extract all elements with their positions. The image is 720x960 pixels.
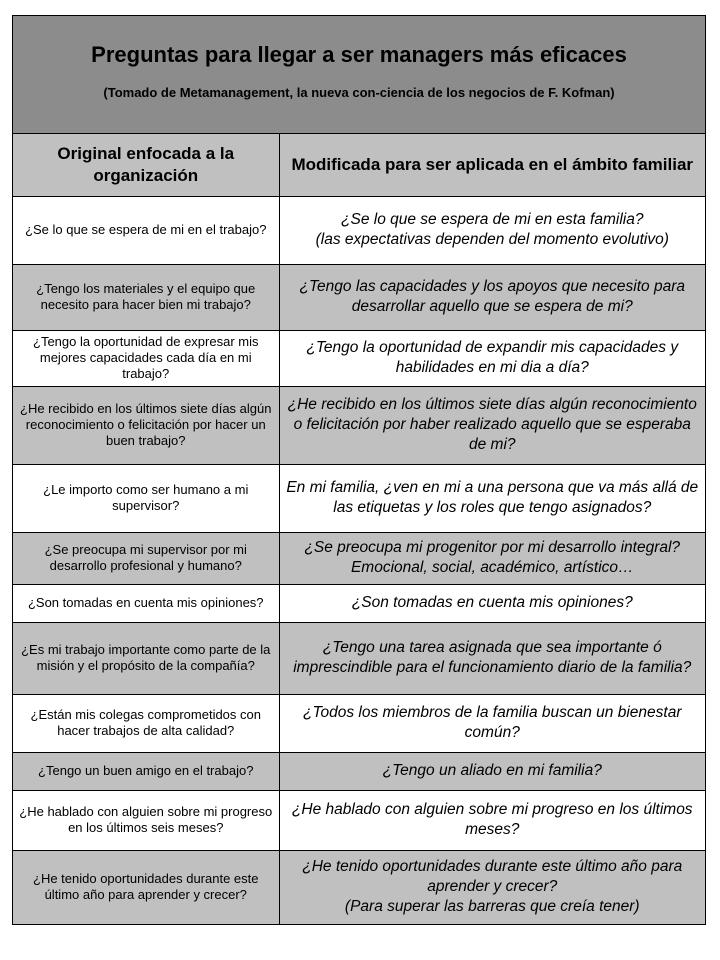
modified-question bbox=[279, 464, 705, 532]
modified-question-line: En mi familia, ¿ven en mi a una persona que va más allá de las etiquetas y los roles que tengo asignados? bbox=[286, 479, 699, 516]
table-row bbox=[13, 694, 705, 752]
modified-question-line: ¿Tengo un aliado en mi familia? bbox=[382, 762, 602, 779]
modified-question bbox=[279, 752, 705, 790]
original-question: ¿He recibido en los últimos siete días algún reconocimiento o felicitación por hacer un buen trabajo? bbox=[13, 386, 279, 464]
original-question: ¿Están mis colegas comprometidos con hacer trabajos de alta calidad? bbox=[13, 694, 279, 752]
original-question: ¿Es mi trabajo importante como parte de la misión y el propósito de la compañía? bbox=[13, 622, 279, 694]
table-row bbox=[13, 532, 705, 584]
table-row bbox=[13, 752, 705, 790]
table-header-row bbox=[13, 134, 705, 196]
modified-question-line: ¿He tenido oportunidades durante este último año para aprender y crecer? bbox=[302, 858, 683, 896]
modified-question bbox=[279, 584, 705, 622]
original-question: ¿Tengo los materiales y el equipo que necesito para hacer bien mi trabajo? bbox=[13, 264, 279, 330]
original-question: ¿He tenido oportunidades durante este último año para aprender y crecer? bbox=[13, 850, 279, 924]
table-row bbox=[13, 264, 705, 330]
modified-question bbox=[279, 532, 705, 584]
modified-question bbox=[279, 622, 705, 694]
modified-question bbox=[279, 850, 705, 924]
table-row bbox=[13, 196, 705, 264]
table-row bbox=[13, 850, 705, 924]
page-subtitle: (Tomado de Metamanagement, la nueva con-ciencia de los negocios de F. Kofman) bbox=[103, 85, 615, 100]
table-row bbox=[13, 464, 705, 532]
original-question: ¿Son tomadas en cuenta mis opiniones? bbox=[13, 584, 279, 622]
modified-question bbox=[279, 264, 705, 330]
modified-question bbox=[279, 196, 705, 264]
comparison-table bbox=[13, 134, 705, 924]
modified-question bbox=[279, 386, 705, 464]
original-question: ¿Tengo la oportunidad de expresar mis mejores capacidades cada día en mi trabajo? bbox=[13, 330, 279, 386]
table-row bbox=[13, 330, 705, 386]
original-question: ¿He hablado con alguien sobre mi progreso en los últimos seis meses? bbox=[13, 790, 279, 850]
page-title: Preguntas para llegar a ser managers más eficaces bbox=[91, 42, 627, 67]
table-row bbox=[13, 622, 705, 694]
modified-question bbox=[279, 790, 705, 850]
modified-question-line: ¿Todos los miembros de la familia buscan un bienestar común? bbox=[302, 704, 682, 741]
modified-question-line: ¿Tengo una tarea asignada que sea importante ó imprescindible para el funcionamiento diario de la familia? bbox=[293, 639, 692, 676]
modified-question-line: ¿Tengo las capacidades y los apoyos que necesito para desarrollar aquello que se espera de mi? bbox=[299, 278, 685, 315]
table-row bbox=[13, 386, 705, 464]
modified-question-line: ¿Son tomadas en cuenta mis opiniones? bbox=[351, 594, 633, 611]
table-row bbox=[13, 790, 705, 850]
modified-question-line: ¿Se lo que se espera de mi en esta familia? bbox=[341, 211, 644, 228]
original-question: ¿Tengo un buen amigo en el trabajo? bbox=[13, 752, 279, 790]
modified-question bbox=[279, 694, 705, 752]
modified-question-line: ¿Se preocupa mi progenitor por mi desarrollo integral? Emocional, social, académico, artístico… bbox=[304, 539, 681, 576]
original-question: ¿Le importo como ser humano a mi supervisor? bbox=[13, 464, 279, 532]
header-modified: Modificada para ser aplicada en el ámbito familiar bbox=[279, 134, 705, 196]
modified-question bbox=[279, 330, 705, 386]
header-original: Original enfocada a la organización bbox=[13, 134, 279, 196]
modified-question-line: ¿He recibido en los últimos siete días algún reconocimiento o felicitación por haber realizado aquello que se esperaba de mi? bbox=[287, 396, 697, 453]
modified-question-line: (las expectativas dependen del momento evolutivo) bbox=[315, 231, 669, 248]
modified-question-line: ¿Tengo la oportunidad de expandir mis capacidades y habilidades en mi dia a día? bbox=[306, 339, 679, 376]
modified-question-line: (Para superar las barreras que creía tener) bbox=[344, 898, 640, 916]
table-row bbox=[13, 584, 705, 622]
original-question: ¿Se preocupa mi supervisor por mi desarrollo profesional y humano? bbox=[13, 532, 279, 584]
modified-question-line: ¿He hablado con alguien sobre mi progreso en los últimos meses? bbox=[291, 801, 693, 838]
questions-sheet bbox=[12, 15, 706, 925]
original-question: ¿Se lo que se espera de mi en el trabajo? bbox=[13, 196, 279, 264]
title-block bbox=[13, 16, 705, 134]
